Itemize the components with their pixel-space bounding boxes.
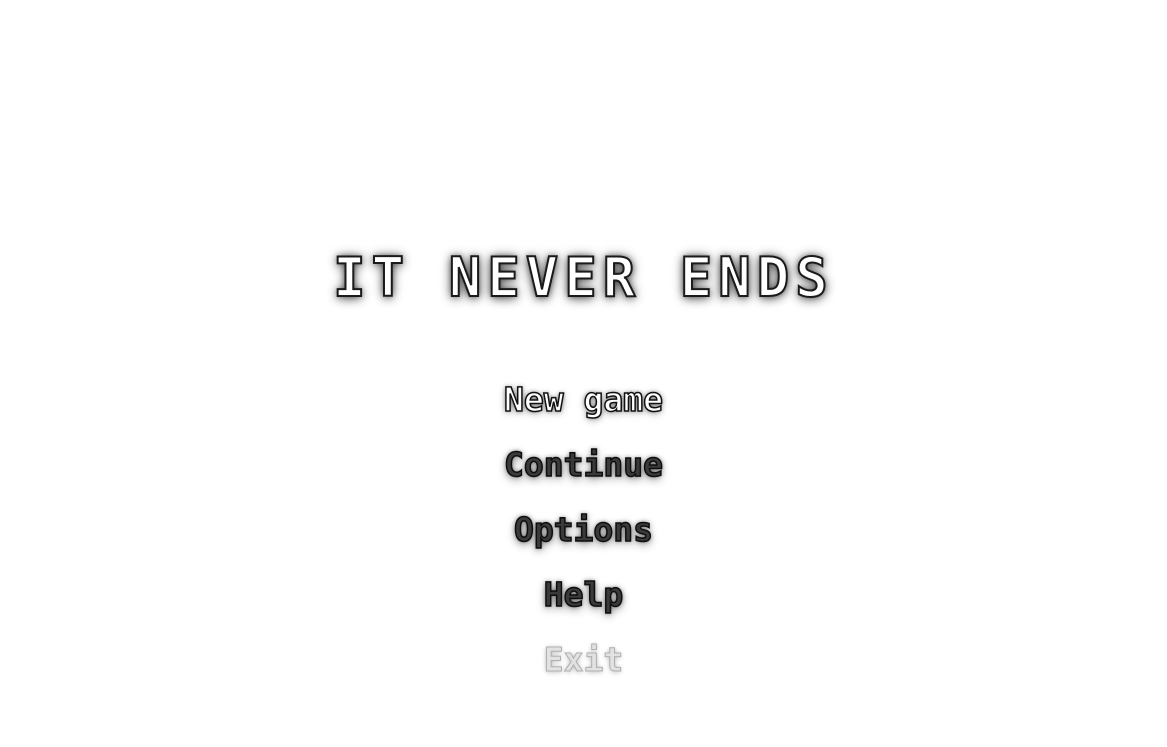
menu-item-exit[interactable]: Exit — [543, 640, 624, 679]
menu-item-continue[interactable]: Continue — [504, 445, 663, 484]
menu-item-help[interactable]: Help — [543, 575, 624, 614]
game-title: IT NEVER ENDS — [333, 246, 834, 309]
menu-item-options[interactable]: Options — [513, 510, 654, 549]
menu-item-new-game[interactable]: New game — [504, 380, 663, 419]
main-menu — [0, 372, 1167, 697]
